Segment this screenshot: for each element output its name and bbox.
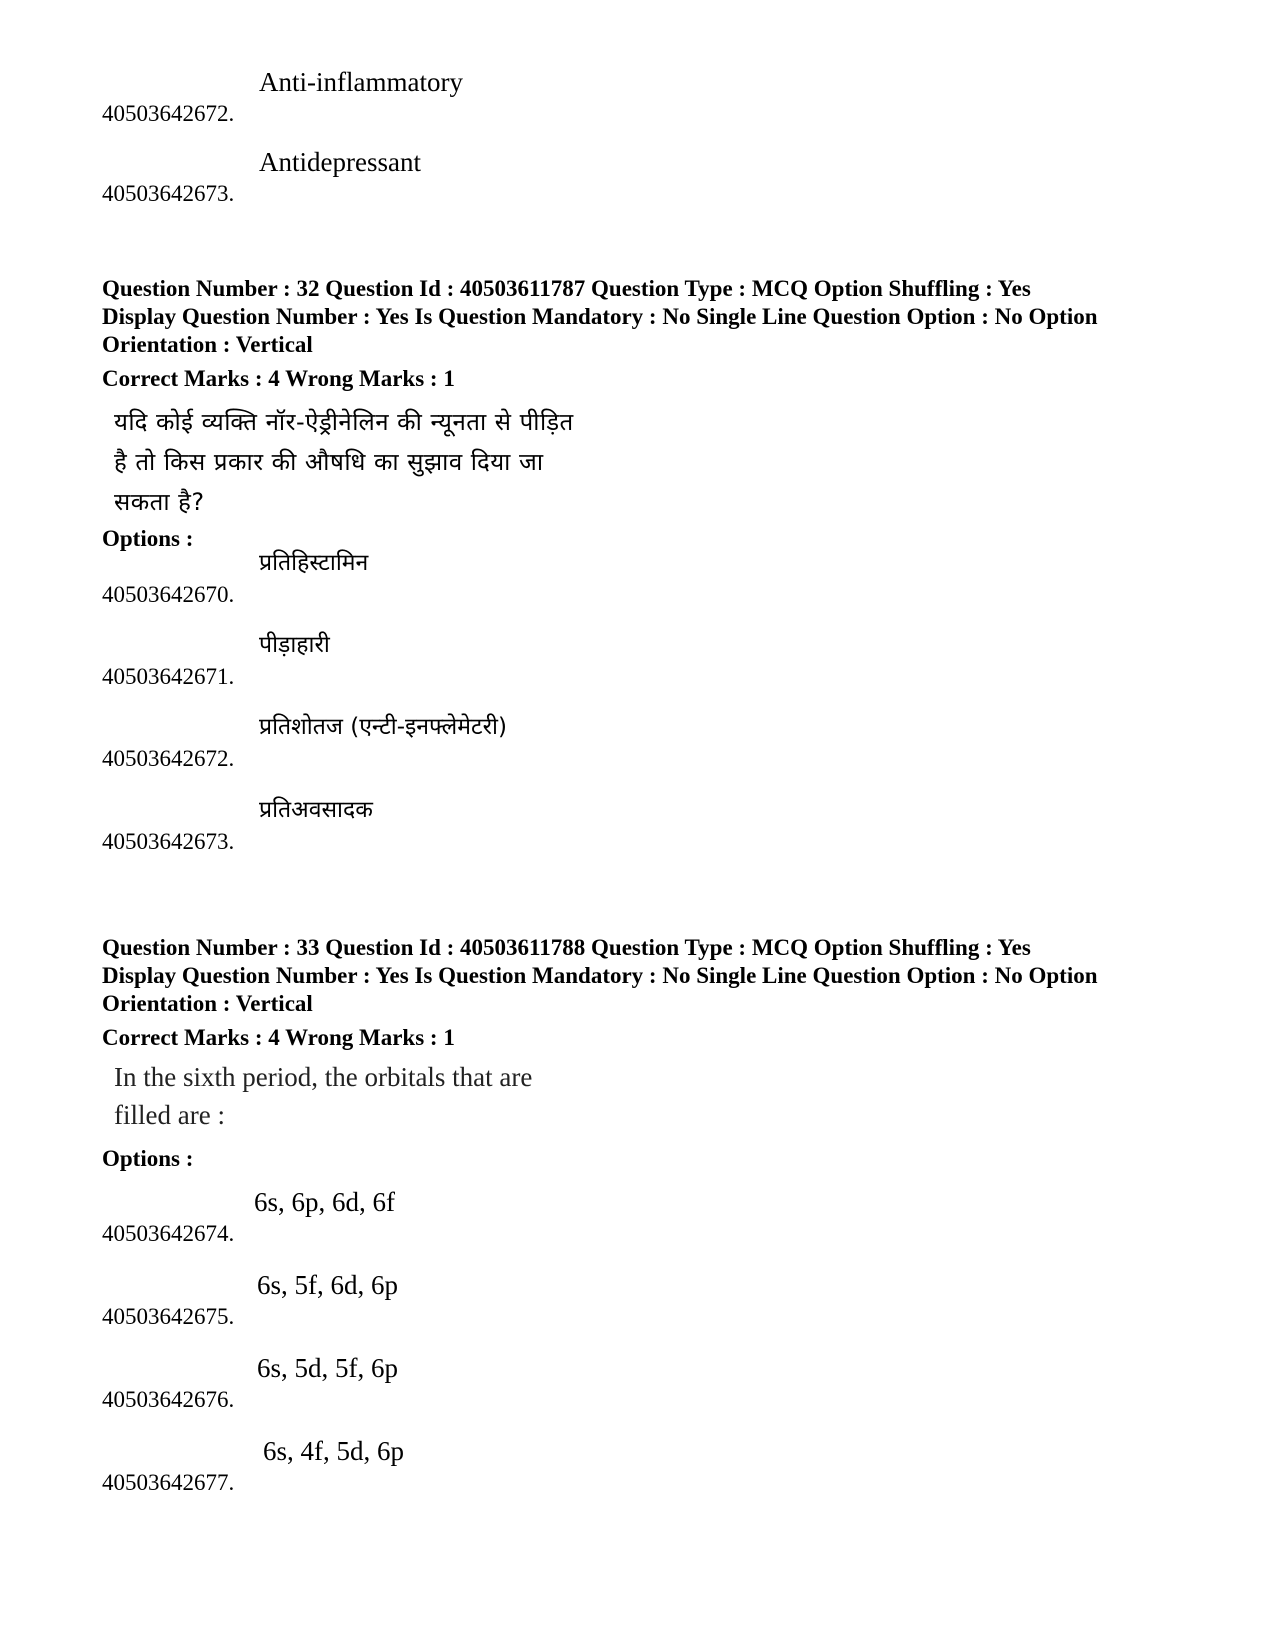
question-32-marks: Correct Marks : 4 Wrong Marks : 1 xyxy=(102,366,455,391)
option-text: प्रतिहिस्टामिन xyxy=(259,550,369,576)
option-id: 40503642674. xyxy=(102,1221,235,1246)
question-32-meta xyxy=(102,275,1202,359)
question-line: filled are : xyxy=(114,1100,225,1130)
option-text: 6s, 4f, 5d, 6p xyxy=(263,1436,404,1466)
question-line: यदि कोई व्यक्ति नॉर-ऐड्रीनेलिन की न्यूनता से पीड़ित xyxy=(114,408,574,436)
option-id: 40503642673. xyxy=(102,181,235,206)
question-line: In the sixth period, the orbitals that are xyxy=(114,1062,533,1092)
option-text: प्रतिअवसादक xyxy=(259,797,373,823)
option-text: Antidepressant xyxy=(259,147,421,177)
option-text: 6s, 6p, 6d, 6f xyxy=(254,1187,395,1217)
option-text: पीड़ाहारी xyxy=(259,632,330,658)
option-id: 40503642676. xyxy=(102,1387,235,1412)
question-33-text xyxy=(114,1058,532,1134)
meta-line: Display Question Number : Yes Is Question Mandatory : No Single Line Question Option : No Option xyxy=(102,304,1098,329)
option-id: 40503642677. xyxy=(102,1470,235,1495)
question-line: है तो किस प्रकार की औषधि का सुझाव दिया जा xyxy=(114,448,544,476)
options-label: Options : xyxy=(102,526,194,551)
options-label: Options : xyxy=(102,1146,194,1171)
option-id: 40503642675. xyxy=(102,1304,235,1329)
option-text: प्रतिशोतज (एन्टी-इनफ्लेमेटरी) xyxy=(259,714,507,740)
question-33-marks: Correct Marks : 4 Wrong Marks : 1 xyxy=(102,1025,455,1050)
option-text: 6s, 5f, 6d, 6p xyxy=(257,1270,398,1300)
option-text: 6s, 5d, 5f, 6p xyxy=(257,1353,398,1383)
option-id: 40503642671. xyxy=(102,664,235,689)
meta-line: Question Number : 33 Question Id : 40503611788 Question Type : MCQ Option Shuffling : Yes xyxy=(102,935,1031,960)
option-text: Anti-inflammatory xyxy=(259,67,463,97)
option-id: 40503642672. xyxy=(102,101,235,126)
option-id: 40503642673. xyxy=(102,829,235,854)
question-line: सकता है? xyxy=(114,488,205,516)
option-id: 40503642670. xyxy=(102,582,235,607)
meta-line: Orientation : Vertical xyxy=(102,991,313,1016)
question-33-meta xyxy=(102,934,1202,1018)
meta-line: Orientation : Vertical xyxy=(102,332,313,357)
option-id: 40503642672. xyxy=(102,746,235,771)
meta-line: Display Question Number : Yes Is Question Mandatory : No Single Line Question Option : No Option xyxy=(102,963,1098,988)
question-32-text xyxy=(114,402,574,522)
meta-line: Question Number : 32 Question Id : 40503611787 Question Type : MCQ Option Shuffling : Yes xyxy=(102,276,1031,301)
